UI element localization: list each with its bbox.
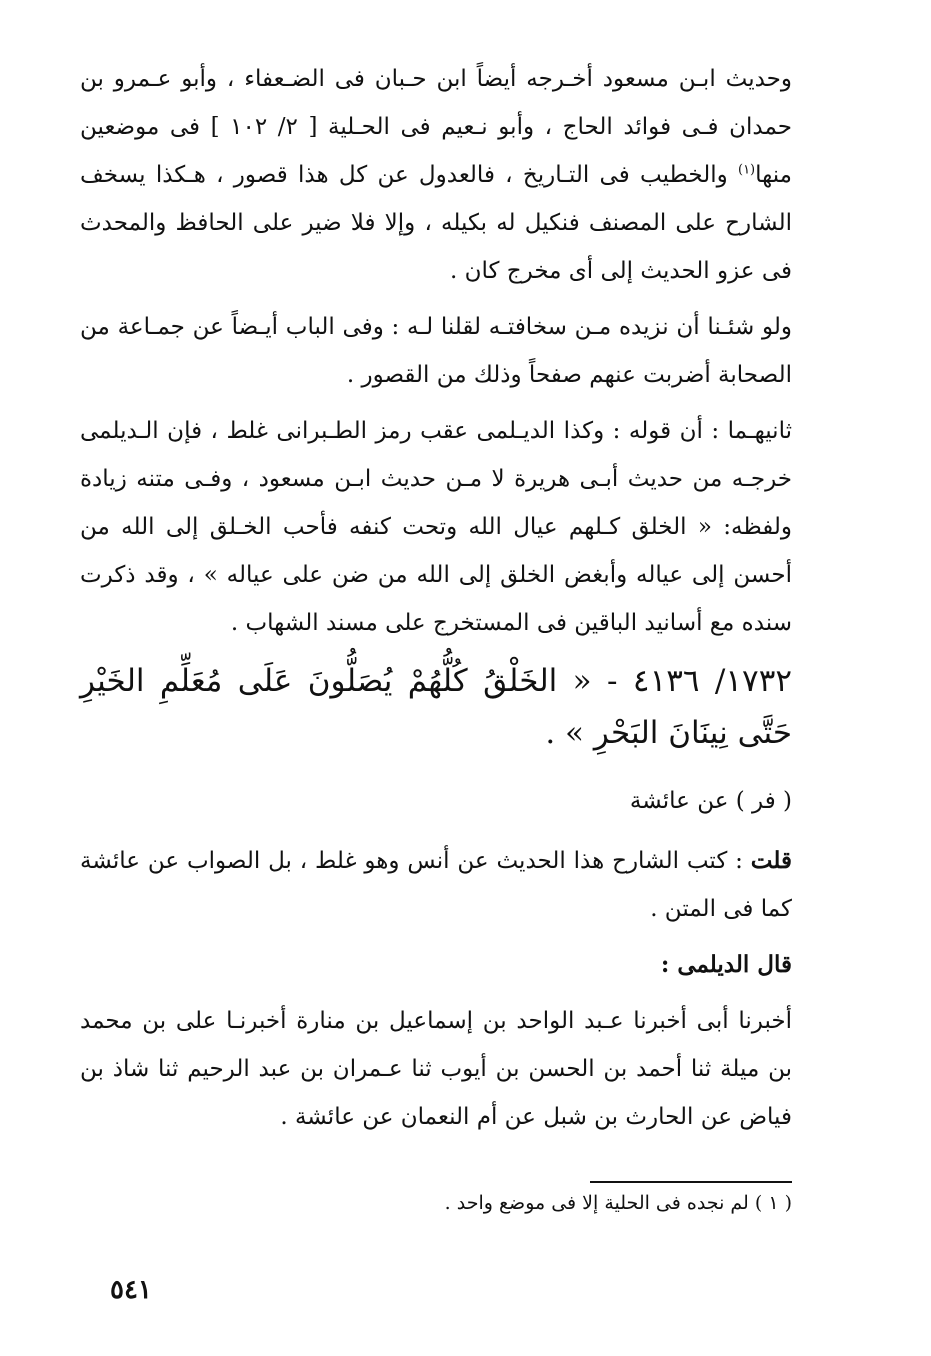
hadith-text: - « الخَلْقُ كُلُّهُمْ يُصَلُّونَ عَلَى مُعَلِّمِ الخَيْرِ حَتَّى نِينَانَ البَحْرِ » . xyxy=(80,663,792,751)
hadith-number: ١٧٣٢/ ٤١٣٦ xyxy=(632,663,792,699)
paragraph-2: ولو شئـنا أن نزيده مـن سخافتـه لقلنا لـه : وفى الباب أيـضاً عن جمـاعة من الصحابة أضربت عنهم صفحاً وذلك من القصور . xyxy=(80,314,792,388)
paragraph-1-continuation: والخطيب فى التـاريخ ، فالعدول عن كل هذا قصور ، هـكذا يسخف الشارح على المصنف فنكيل له بكيله ، وإلا فلا ضير على الحافظ والمحدث فى عزو الحديث إلى أى مخرج كان . xyxy=(80,162,792,284)
page-number: ٥٤١ xyxy=(110,1275,152,1305)
footnote-divider xyxy=(590,1181,792,1183)
isnad-paragraph: أخبرنا أبى أخبرنا عـبد الواحد بن إسماعيل بن منارة أخبرنـا على بن محمد بن ميلة ثنا أحمد بن الحسن بن أيوب ثنا عـمران بن عبد الرحيم ثنا شاذ بن فياض عن الحارث بن شبل عن أم النعمان عن عائشة . xyxy=(80,1008,792,1130)
hadith-entry xyxy=(80,655,792,759)
qult-paragraph xyxy=(80,837,792,933)
dailami-heading: قال الديلمى : xyxy=(660,951,792,978)
paragraph-1-text: وحديث ابـن مسعود أخـرجه أيضاً ابن حـبان فى الضـعفاء ، وأبو عـمرو بن حمدان فـى فوائد الحاج ، وأبو نـعيم فى الحـلية [ ٢/ ١٠٢ ] فى موضعين منها xyxy=(80,66,792,188)
paragraph-3: ثانيهـما : أن قوله : وكذا الديـلمى عقب رمز الطـبرانى غلط ، فإن الـديلمى خرجـه من حديث أبـى هريرة لا مـن حديث ابـن مسعود ، وفـى متنه زيادة ولفظه: « الخلق كـلهم عيال الله وتحت كنفه فأحب الخـلق إلى الله من أحسن إلى عياله وأبغض الخلق إلى الله من ضن على عياله » ، وقد ذكرت سنده مع أسانيد الباقين فى المستخرج على مسند الشهاب . xyxy=(80,418,792,636)
page-body xyxy=(80,55,792,1149)
paragraph-1 xyxy=(80,55,792,295)
qult-text: : كتب الشارح هذا الحديث عن أنس وهو غلط ، بل الصواب عن عائشة كما فى المتن . xyxy=(80,848,792,922)
qult-label: قلت xyxy=(750,847,792,874)
footnote: ( ١ ) لم نجده فى الحلية إلا فى موضع واحد . xyxy=(444,1192,792,1214)
hadith-source: ( فر ) عن عائشة xyxy=(629,788,792,814)
footnote-reference: (١) xyxy=(737,162,756,178)
